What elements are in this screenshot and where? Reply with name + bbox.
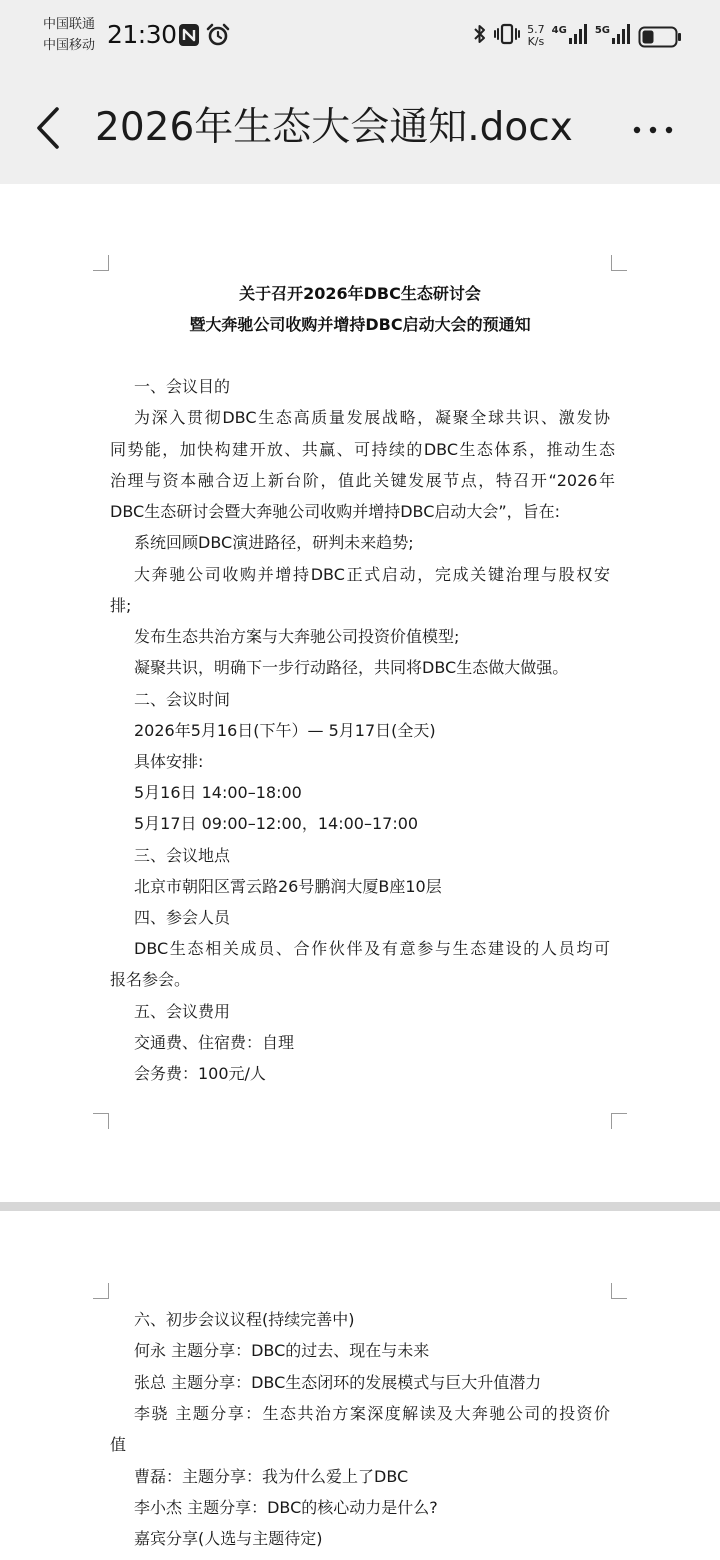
paragraph-line: 同势能，加快构建开放、共赢、可持续的DBC生态体系，推动生态 <box>110 440 615 459</box>
signal-1-label: 4G <box>551 25 567 36</box>
page-margin-marker <box>611 1113 627 1129</box>
carrier-2: 中国移动 <box>43 38 96 53</box>
schedule-line: 5月16日 14:00–18:00 <box>134 783 302 802</box>
paragraph-line: 交通费、住宿费：自理 <box>134 1033 295 1052</box>
document-header <box>0 84 720 174</box>
document-title: 2026年生态大会通知.docx <box>95 105 573 150</box>
paragraph-line: 2026年5月16日(下午）— 5月17日(全天) <box>134 721 436 740</box>
paragraph-line: 会务费：100元/人 <box>134 1064 266 1083</box>
network-speed <box>527 24 545 48</box>
back-button[interactable] <box>28 104 68 152</box>
more-options-button[interactable] <box>628 110 678 150</box>
signal-icon <box>611 23 631 49</box>
section-heading: 二、会议时间 <box>134 690 231 709</box>
agenda-item: 何永 主题分享：DBC的过去、现在与未来 <box>134 1341 430 1360</box>
paragraph-line: DBC生态研讨会暨大奔驰公司收购并增持DBC启动大会”，旨在: <box>110 502 561 521</box>
paragraph-line: 为深入贯彻DBC生态高质量发展战略，凝聚全球共识、激发协 <box>134 408 610 427</box>
paragraph-line: 治理与资本融合迈上新台阶，值此关键发展节点，特召开“2026年 <box>110 471 615 490</box>
page-margin-marker <box>93 1283 109 1299</box>
schedule-line: 5月17日 09:00–12:00，14:00–17:00 <box>134 814 419 833</box>
paragraph-line: DBC生态相关成员、合作伙伴及有意参与生态建设的人员均可 <box>134 939 610 958</box>
list-item: 凝聚共识，明确下一步行动路径，共同将DBC生态做大做强。 <box>134 658 569 677</box>
section-heading: 三、会议地点 <box>134 846 231 865</box>
carrier-1: 中国联通 <box>43 17 96 32</box>
agenda-item-continuation: 值 <box>110 1435 127 1454</box>
section-heading: 五、会议费用 <box>134 1002 231 1021</box>
document-heading-line-1: 关于召开2026年DBC生态研讨会 <box>239 284 481 303</box>
chevron-left-icon <box>33 106 63 150</box>
signal-sim-2 <box>595 23 631 49</box>
agenda-item: 李小杰 主题分享：DBC的核心动力是什么? <box>134 1498 438 1517</box>
list-item: 系统回顾DBC演进路径，研判未来趋势; <box>134 533 414 552</box>
vibrate-icon <box>494 22 520 50</box>
document-heading-line-2: 暨大奔驰公司收购并增持DBC启动大会的预通知 <box>189 315 531 334</box>
battery-icon <box>638 26 678 46</box>
list-item-continuation: 排; <box>110 596 132 615</box>
paragraph-line: 北京市朝阳区霄云路26号鹏润大厦B座10层 <box>134 877 442 896</box>
agenda-item: 曹磊：主题分享：我为什么爱上了DBC <box>134 1467 409 1486</box>
page-margin-marker <box>93 1113 109 1129</box>
section-heading: 四、参会人员 <box>134 908 231 927</box>
status-left-icons <box>178 23 230 51</box>
list-item: 大奔驰公司收购并增持DBC正式启动，完成关键治理与股权安 <box>134 565 610 584</box>
agenda-item: 张总 主题分享：DBC生态闭环的发展模式与巨大升值潜力 <box>134 1373 542 1392</box>
network-speed-unit: K/s <box>527 35 545 48</box>
signal-2-label: 5G <box>594 25 610 36</box>
status-right-icons <box>473 20 678 52</box>
page-margin-marker <box>611 1283 627 1299</box>
paragraph-line: 具体安排: <box>134 752 204 771</box>
signal-sim-1 <box>552 23 588 49</box>
paragraph-line: 报名参会。 <box>110 970 191 989</box>
page-margin-marker <box>611 255 627 271</box>
agenda-item: 李骁 主题分享：生态共治方案深度解读及大奔驰公司的投资价 <box>134 1404 610 1423</box>
agenda-item: 嘉宾分享(人选与主题待定) <box>134 1529 323 1548</box>
status-time: 21:30 <box>107 20 177 49</box>
document-page-2[interactable] <box>0 1211 720 1560</box>
section-heading: 六、初步会议议程(持续完善中) <box>134 1310 355 1329</box>
carrier-info <box>43 14 95 56</box>
section-heading: 一、会议目的 <box>134 377 231 396</box>
alarm-icon <box>206 23 230 51</box>
page-margin-marker <box>93 255 109 271</box>
network-speed-value: 5.7 <box>527 23 545 36</box>
document-page-1[interactable] <box>0 184 720 1202</box>
page-divider <box>0 1202 720 1211</box>
nfc-icon <box>178 23 200 51</box>
signal-icon <box>568 23 588 49</box>
list-item: 发布生态共治方案与大奔驰公司投资价值模型; <box>134 627 460 646</box>
bluetooth-icon <box>473 22 487 50</box>
top-bar <box>0 0 720 184</box>
more-horizontal-icon <box>631 125 675 135</box>
